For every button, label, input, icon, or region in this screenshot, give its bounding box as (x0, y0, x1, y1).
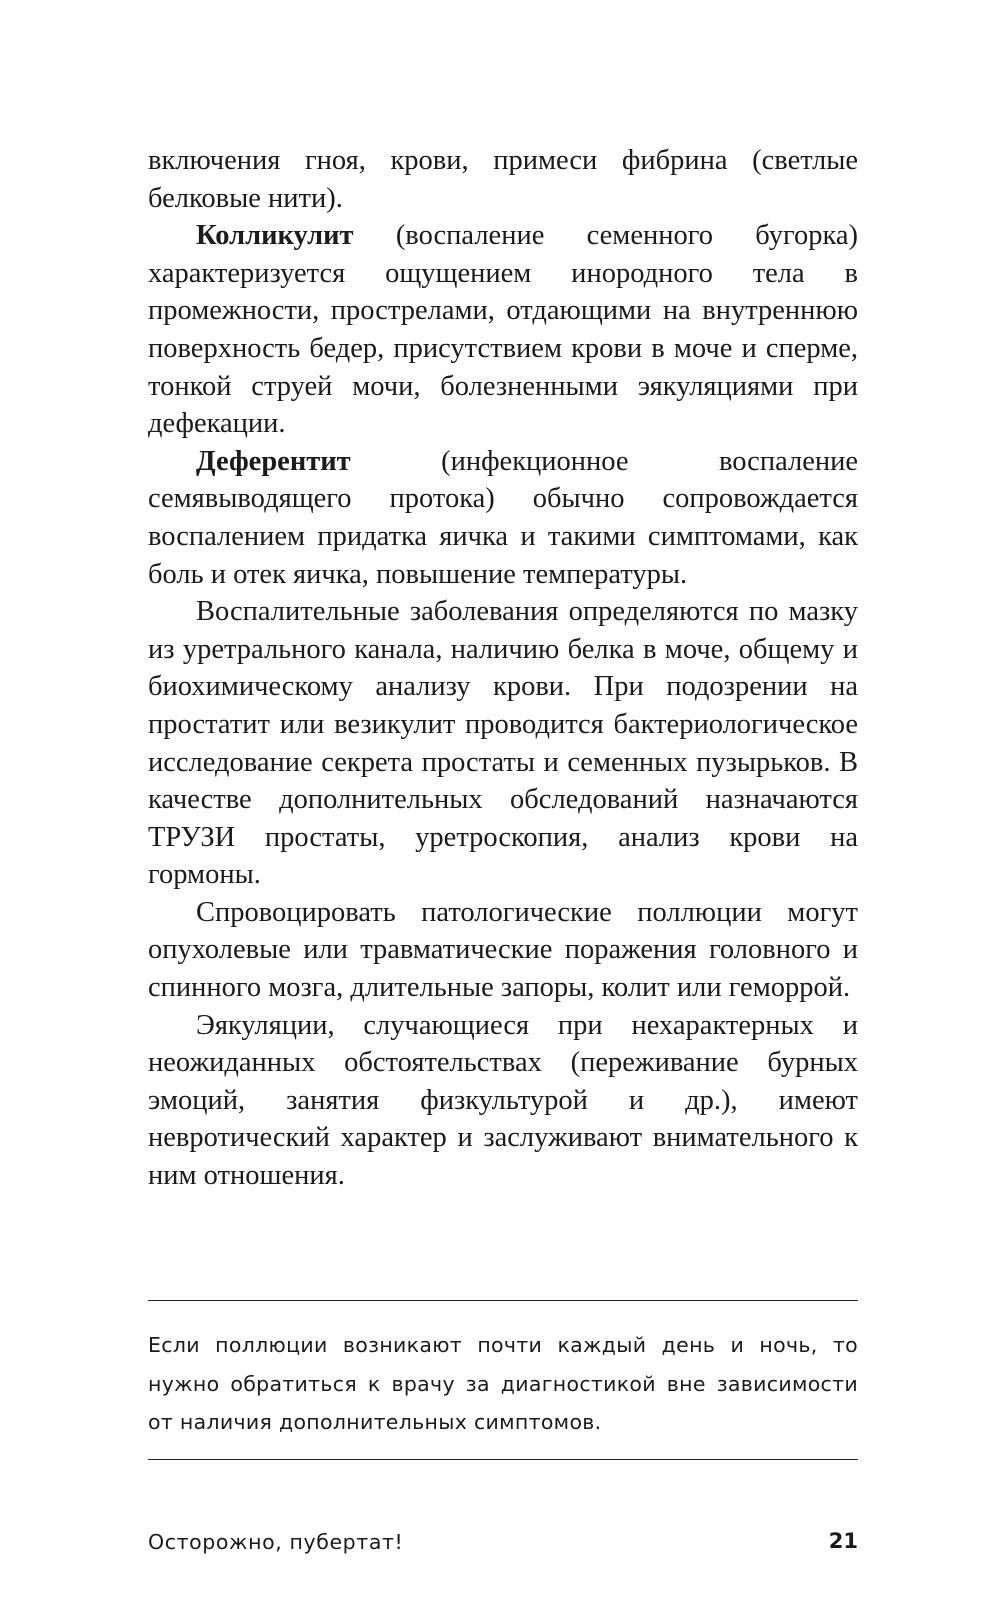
paragraph-ejaculations (148, 1007, 858, 1195)
paragraph-text: Спровоцировать патологические поллюции могут опухолевые или травматические поражения головного и спинного мозга, длительные запоры, колит или геморрой. (148, 896, 858, 1004)
paragraph-text: включения гноя, крови, примеси фибрина (светлые белковые нити). (148, 145, 858, 214)
callout-bottom-divider (148, 1459, 858, 1460)
term-colliculitis: Колликулит (196, 220, 354, 252)
paragraph-deferentitis (148, 443, 858, 593)
callout-top-divider (148, 1300, 858, 1301)
paragraph-colliculitis (148, 217, 858, 443)
paragraph-text: (инфекционное воспаление семявыводящего протока) обычно сопровождается воспалением придатка яичка и такими симптомами, как боль и отек яичка, повышение температуры. (148, 445, 858, 590)
main-text (148, 142, 858, 1195)
paragraph-provocation (148, 894, 858, 1007)
paragraph-continuation (148, 142, 858, 217)
page-number: 21 (828, 1529, 858, 1553)
paragraph-diagnostics (148, 593, 858, 894)
callout-note: Если поллюции возникают почти каждый день и ночь, то нужно обратиться к врачу за диагностикой вне зависимости от наличия дополнительных симптомов. (148, 1333, 858, 1434)
running-footer-title: Осторожно, пубертат! (148, 1530, 404, 1554)
term-deferentitis: Деферентит (196, 445, 351, 477)
paragraph-text: Эякуляции, случающиеся при нехарактерных и неожиданных обстоятельствах (переживание бурных эмоций, занятия физкультурой и др.), имеют невротический характер и заслуживают внимательного к ним отношения. (148, 1009, 858, 1192)
paragraph-text: Воспалительные заболевания определяются по мазку из уретрального канала, наличию белка в моче, общему и биохимическому анализу крови. При подозрении на простатит или везикулит проводится бактериологическое исследование секрета простаты и семенных пузырьков. В качестве дополнительных обследований назначаются ТРУЗИ простаты, уретроскопия, анализ крови на гормоны. (148, 596, 858, 891)
paragraph-text: (воспаление семенного бугорка) характеризуется ощущением инородного тела в промежности, прострелами, отдающими на внутреннюю поверхность бедер, присутствием крови в моче и сперме, тонкой струей мочи, болезненными эякуляциями при дефекации. (148, 220, 858, 440)
